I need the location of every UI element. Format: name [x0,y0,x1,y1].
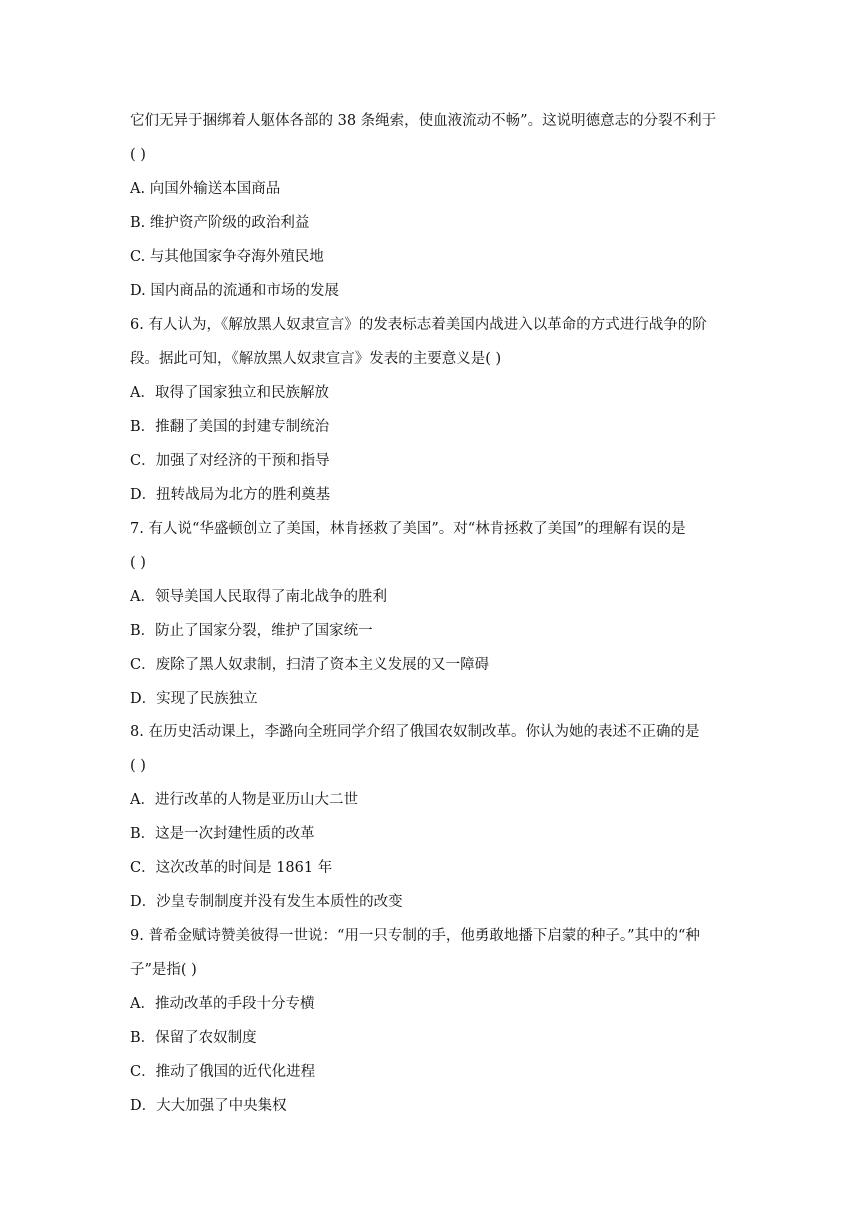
question-8-option-a: A．进行改革的人物是亚历山大二世 [130,792,358,808]
question-6-option-b: B．推翻了美国的封建专制统治 [130,419,330,435]
question-8-option-d: D．沙皇专制制度并没有发生本质性的改变 [130,894,403,910]
question-8-answer-blank: ( ) [130,758,146,774]
question-9-option-b: B．保留了农奴制度 [130,1030,257,1046]
question-7-answer-blank: ( ) [130,555,146,571]
question-8-option-b: B．这是一次封建性质的改革 [130,826,315,842]
question-9-stem-line-2: 子”是指( ) [130,962,197,978]
question-5-option-c: C. 与其他国家争夺海外殖民地 [130,249,324,265]
question-5-stem-line-2: 它们无异于捆绑着人躯体各部的 38 条绳索，使血液流动不畅”。这说明德意志的分裂不利于 [130,113,717,129]
question-7-option-b: B．防止了国家分裂，维护了国家统一 [130,623,373,639]
question-6-stem-line-2: 段。据此可知，《解放黑人奴隶宣言》发表的主要意义是( ) [130,351,502,367]
question-6-option-c: C．加强了对经济的干预和指导 [130,453,330,469]
question-5-option-b: B. 维护资产阶级的政治利益 [130,215,310,231]
question-6-stem-line-1: 6. 有人认为，《解放黑人奴隶宣言》的发表标志着美国内战进入以革命的方式进行战争的阶 [130,317,707,333]
question-5-answer-blank: ( ) [130,147,146,163]
question-9-option-d: D．大大加强了中央集权 [130,1098,287,1114]
question-6-option-d: D．扭转战局为北方的胜利奠基 [130,487,331,503]
question-5-option-a: A. 向国外输送本国商品 [130,181,281,197]
question-7-option-d: D．实现了民族独立 [130,691,258,707]
question-9-stem-line-1: 9. 普希金赋诗赞美彼得一世说：“用一只专制的手，他勇敢地播下启蒙的种子。”其中的“种 [130,928,700,944]
question-8-stem-line-1: 8. 在历史活动课上，李潞向全班同学介绍了俄国农奴制改革。你认为她的表述不正确的是 [130,724,700,740]
question-6-option-a: A．取得了国家独立和民族解放 [130,385,329,401]
question-7-option-c: C．废除了黑人奴隶制，扫清了资本主义发展的又一障碍 [130,657,490,673]
question-7-option-a: A．领导美国人民取得了南北战争的胜利 [130,589,387,605]
question-7-stem-line-1: 7. 有人说“华盛顿创立了美国，林肯拯救了美国”。对“林肯拯救了美国”的理解有误的是 [130,521,686,537]
question-9-option-c: C．推动了俄国的近代化进程 [130,1064,316,1080]
question-8-option-c: C．这次改革的时间是 1861 年 [130,860,333,876]
question-5-option-d: D. 国内商品的流通和市场的发展 [130,283,339,299]
question-9-option-a: A．推动改革的手段十分专横 [130,996,315,1012]
